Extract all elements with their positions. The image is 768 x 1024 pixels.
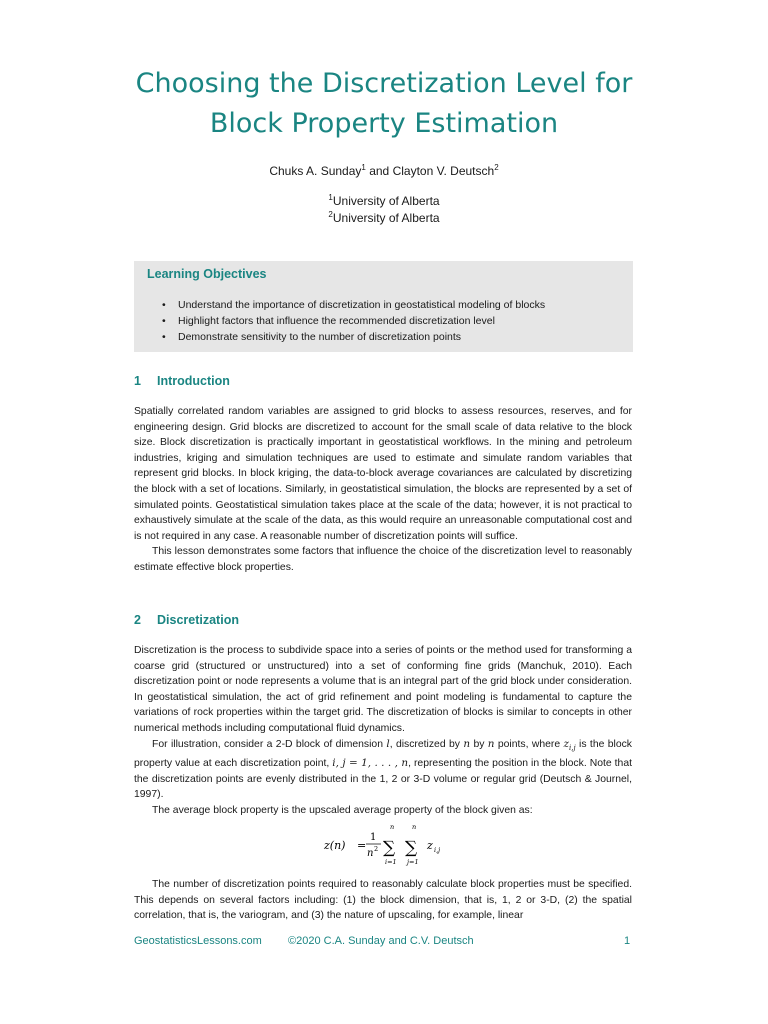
eq-sum1-lower: i=1 <box>385 858 397 866</box>
eq-numerator: 1 <box>370 832 377 843</box>
eq-lhs: z(n) <box>324 839 346 852</box>
eq-denominator: n <box>367 848 374 859</box>
math-n: n <box>487 737 495 750</box>
math-index-range: i, j = 1, . . . , n <box>332 757 409 770</box>
paragraph: Spatially correlated random variables are assigned to grid blocks to assess resources, reserves, and for engineering design. Grid blocks are discretized to account for the small scale of data relative to the block size. Block discretization is practically important in geostatistical workflows. In the mining and petroleum industries, kriging and simulation techniques are used to estimate and simulate random variables that represent grid blocks. In block kriging, the data-to-block average covariances are calculated by discretizing the block with a set of locations. Similarly, in geostatistical simulation, the blocks are represented by a set of simulated points. Geostatistical simulation takes place at the scale of the data; however, it is not practical to exhaustively simulate at the scale of the data, as this would require an unreasonable computational cost and is not required in any case. A reasonable number of discretization points will suffice. <box>134 406 632 542</box>
section-heading-discretization <box>134 613 239 627</box>
affiliation-1-text: University of Alberta <box>332 194 440 208</box>
section-number: 1 <box>134 374 141 388</box>
title-line-2: Block Property Estimation <box>209 108 559 139</box>
footer-page-number: 1 <box>624 935 631 947</box>
title-line-1: Choosing the Discretization Level for <box>135 68 633 99</box>
objective-item: • Demonstrate sensitivity to the number of discretization points <box>162 329 545 345</box>
paragraph: The average block property is the upscaled average property of the block given as: <box>152 805 533 817</box>
learning-objectives-heading: Learning Objectives <box>147 267 267 281</box>
affiliation-2-mark: 2 <box>328 210 333 219</box>
math-l: l <box>386 737 390 750</box>
author-2: Clayton V. Deutsch <box>392 164 495 178</box>
eq-sum1-upper: n <box>390 823 395 831</box>
footer-copyright: ©2020 C.A. Sunday and C.V. Deutsch <box>288 935 474 947</box>
section-number: 2 <box>134 613 141 627</box>
math-z-subscript: i,j <box>569 743 576 752</box>
affiliation-1-mark: 1 <box>328 193 333 202</box>
eq-sum2-lower: j=1 <box>407 858 419 866</box>
paragraph-with-math: For illustration, consider a 2-D block of dimension l, discretized by n by n points, where $z_{i,j}$ is the block property value at each discretization point, i, j = 1, . . . , n, representing the position in the block. Note that the discretization points are evenly distributed in the 1, 2 or 3-D volume or regular grid (Deutsch & Journel, 1997). <box>134 737 633 801</box>
objective-item: • Understand the importance of discretization in geostatistical modeling of blocks <box>162 297 545 313</box>
footer-site[interactable]: GeostatisticsLessons.com <box>134 935 262 947</box>
block-average-equation <box>300 822 470 870</box>
paragraph: The number of discretization points required to reasonably calculate block properties must be specified. This depends on several factors including: (1) the block dimension, that is, 1, 2 or 3-D, (2) the spatial correlation, that is, the variogram, and (3) the nature of upscaling, for example, linear <box>134 879 632 922</box>
author-connector: and <box>369 164 390 178</box>
section-title: Introduction <box>157 374 230 388</box>
eq-term: z <box>427 839 433 852</box>
affiliation-2-text: University of Alberta <box>332 211 440 225</box>
objective-item: • Highlight factors that influence the recommended discretization level <box>162 313 545 329</box>
author-line <box>80 163 688 179</box>
author-1: Chuks A. Sunday <box>269 164 362 178</box>
author-1-mark: 1 <box>361 163 366 172</box>
introduction-body <box>134 404 632 576</box>
affiliations <box>80 193 688 227</box>
eq-equals: = <box>357 839 367 852</box>
author-2-mark: 2 <box>494 163 499 172</box>
math-z: z <box>563 737 570 750</box>
discretization-body <box>134 643 632 819</box>
section-title: Discretization <box>157 613 239 627</box>
learning-objectives-box <box>134 261 633 352</box>
section-heading-introduction <box>134 374 230 388</box>
paragraph: This lesson demonstrates some factors that influence the choice of the discretization level to reasonably estimate effective block properties. <box>134 546 632 573</box>
discretization-body-continued <box>134 877 632 924</box>
math-n: n <box>463 737 471 750</box>
eq-sum2-sigma: ∑ <box>405 838 418 858</box>
eq-term-subscript: i,j <box>434 846 441 854</box>
eq-denominator-exponent: 2 <box>374 845 379 853</box>
paragraph: Discretization is the process to subdivide space into a series of points or the method used for transforming a coarse grid (structured or unstructured) into a set of conforming fine grids (Manchuk, 2010). Each discretization point or node represents a volume that is an integral part of the grid block under consideration. In geostatistical simulation, the act of grid refinement and point modeling is fundamental to capture the variations of rock properties within the target grid. The discretization of blocks is similar to concepts in other numerical methods including computational fluid dynamics. <box>134 645 632 734</box>
affiliation-2 <box>80 210 688 227</box>
eq-sum2-upper: n <box>412 823 417 831</box>
paper-title <box>80 64 688 144</box>
learning-objectives-list <box>162 297 545 345</box>
eq-sum1-sigma: ∑ <box>383 838 396 858</box>
affiliation-1 <box>80 193 688 210</box>
